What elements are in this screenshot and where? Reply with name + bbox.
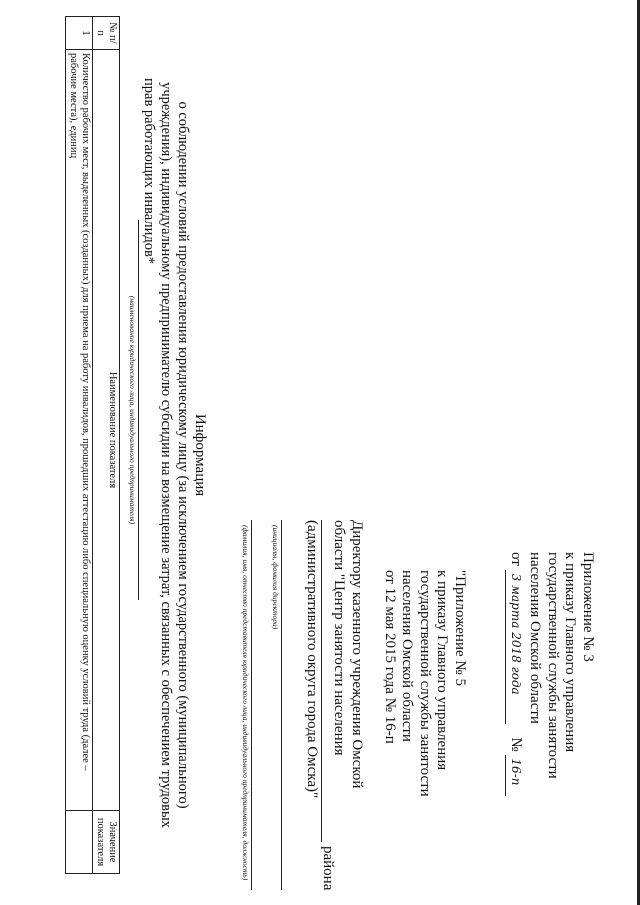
appendix-5-block <box>381 570 469 870</box>
date-prefix: от <box>508 552 524 566</box>
document-title: Информация <box>192 413 208 497</box>
row-1-indicator: Количество рабочих мест, выделенных (созданных) для приема на работу инвалидов, прошедших аттестацию либо специальную оценку условий труда (далее – рабочие места), единиц <box>66 50 93 811</box>
addressee-line-3: (административного округа города Омска)" <box>304 520 320 799</box>
director-blank-line <box>281 520 282 890</box>
appendix-3-date-line <box>506 552 525 892</box>
appendix-3-title: Приложение № 3 <box>580 552 596 662</box>
row-1-number: 1 <box>66 17 93 50</box>
handwritten-number: 16-п <box>506 755 525 796</box>
appendix-3-block <box>506 552 597 892</box>
addressee-line-2: области "Центр занятости населения <box>331 520 348 756</box>
number-prefix: № <box>508 737 524 752</box>
sender-blank-line <box>251 520 252 890</box>
appendix-5-line-2: государственной службы занятости <box>417 570 433 797</box>
indicators-table <box>65 16 120 874</box>
table-header-value: Значение показателя <box>93 811 120 874</box>
appendix-5-line-1: к приказу Главного управления <box>434 570 451 771</box>
district-word: района <box>320 846 336 891</box>
table-header-number: № п/п <box>93 17 120 50</box>
sender-caption: (фамилия, имя, отчество представителя юридического лица, индивидуального предпринимателя, должность) <box>241 525 250 881</box>
table-header-indicator: Наименование показателя <box>93 50 120 811</box>
appendix-3-line-3: населения Омской области <box>527 552 544 724</box>
appendix-5-title: "Приложение № 5 <box>452 570 468 686</box>
appendix-3-line-2: государственной службы занятости <box>545 552 561 779</box>
heading-line-2: учреждения), индивидуальному предпринимателю субсидии на возмещение затрат, связанных с обеспечением трудовых <box>158 82 174 828</box>
director-caption: (инициалы, фамилия директора) <box>271 525 280 630</box>
district-blank-line <box>321 520 322 842</box>
organization-blank-line <box>138 220 139 600</box>
row-1-value[interactable] <box>66 811 93 874</box>
heading-line-3: прав работающих инвалидов* <box>141 78 157 265</box>
appendix-3-line-1: к приказу Главного управления <box>562 552 579 753</box>
organization-caption: (наименование юридического лица, индивидуального предпринимателя) <box>128 295 137 525</box>
handwritten-date: 3 марта 2018 года <box>506 570 525 724</box>
addressee-line-1: Директору казенного учреждения Омской <box>349 520 365 789</box>
appendix-5-line-4: от 12 мая 2015 года № 16-п <box>382 570 398 744</box>
table-row <box>66 17 93 874</box>
table-header-row <box>93 17 120 874</box>
appendix-5-line-3: населения Омской области <box>399 570 416 742</box>
heading-line-1: о соблюдении условий предоставления юридическому лицу (за исключением государственного (муниципального) <box>175 101 191 809</box>
addressee-block <box>330 520 365 890</box>
